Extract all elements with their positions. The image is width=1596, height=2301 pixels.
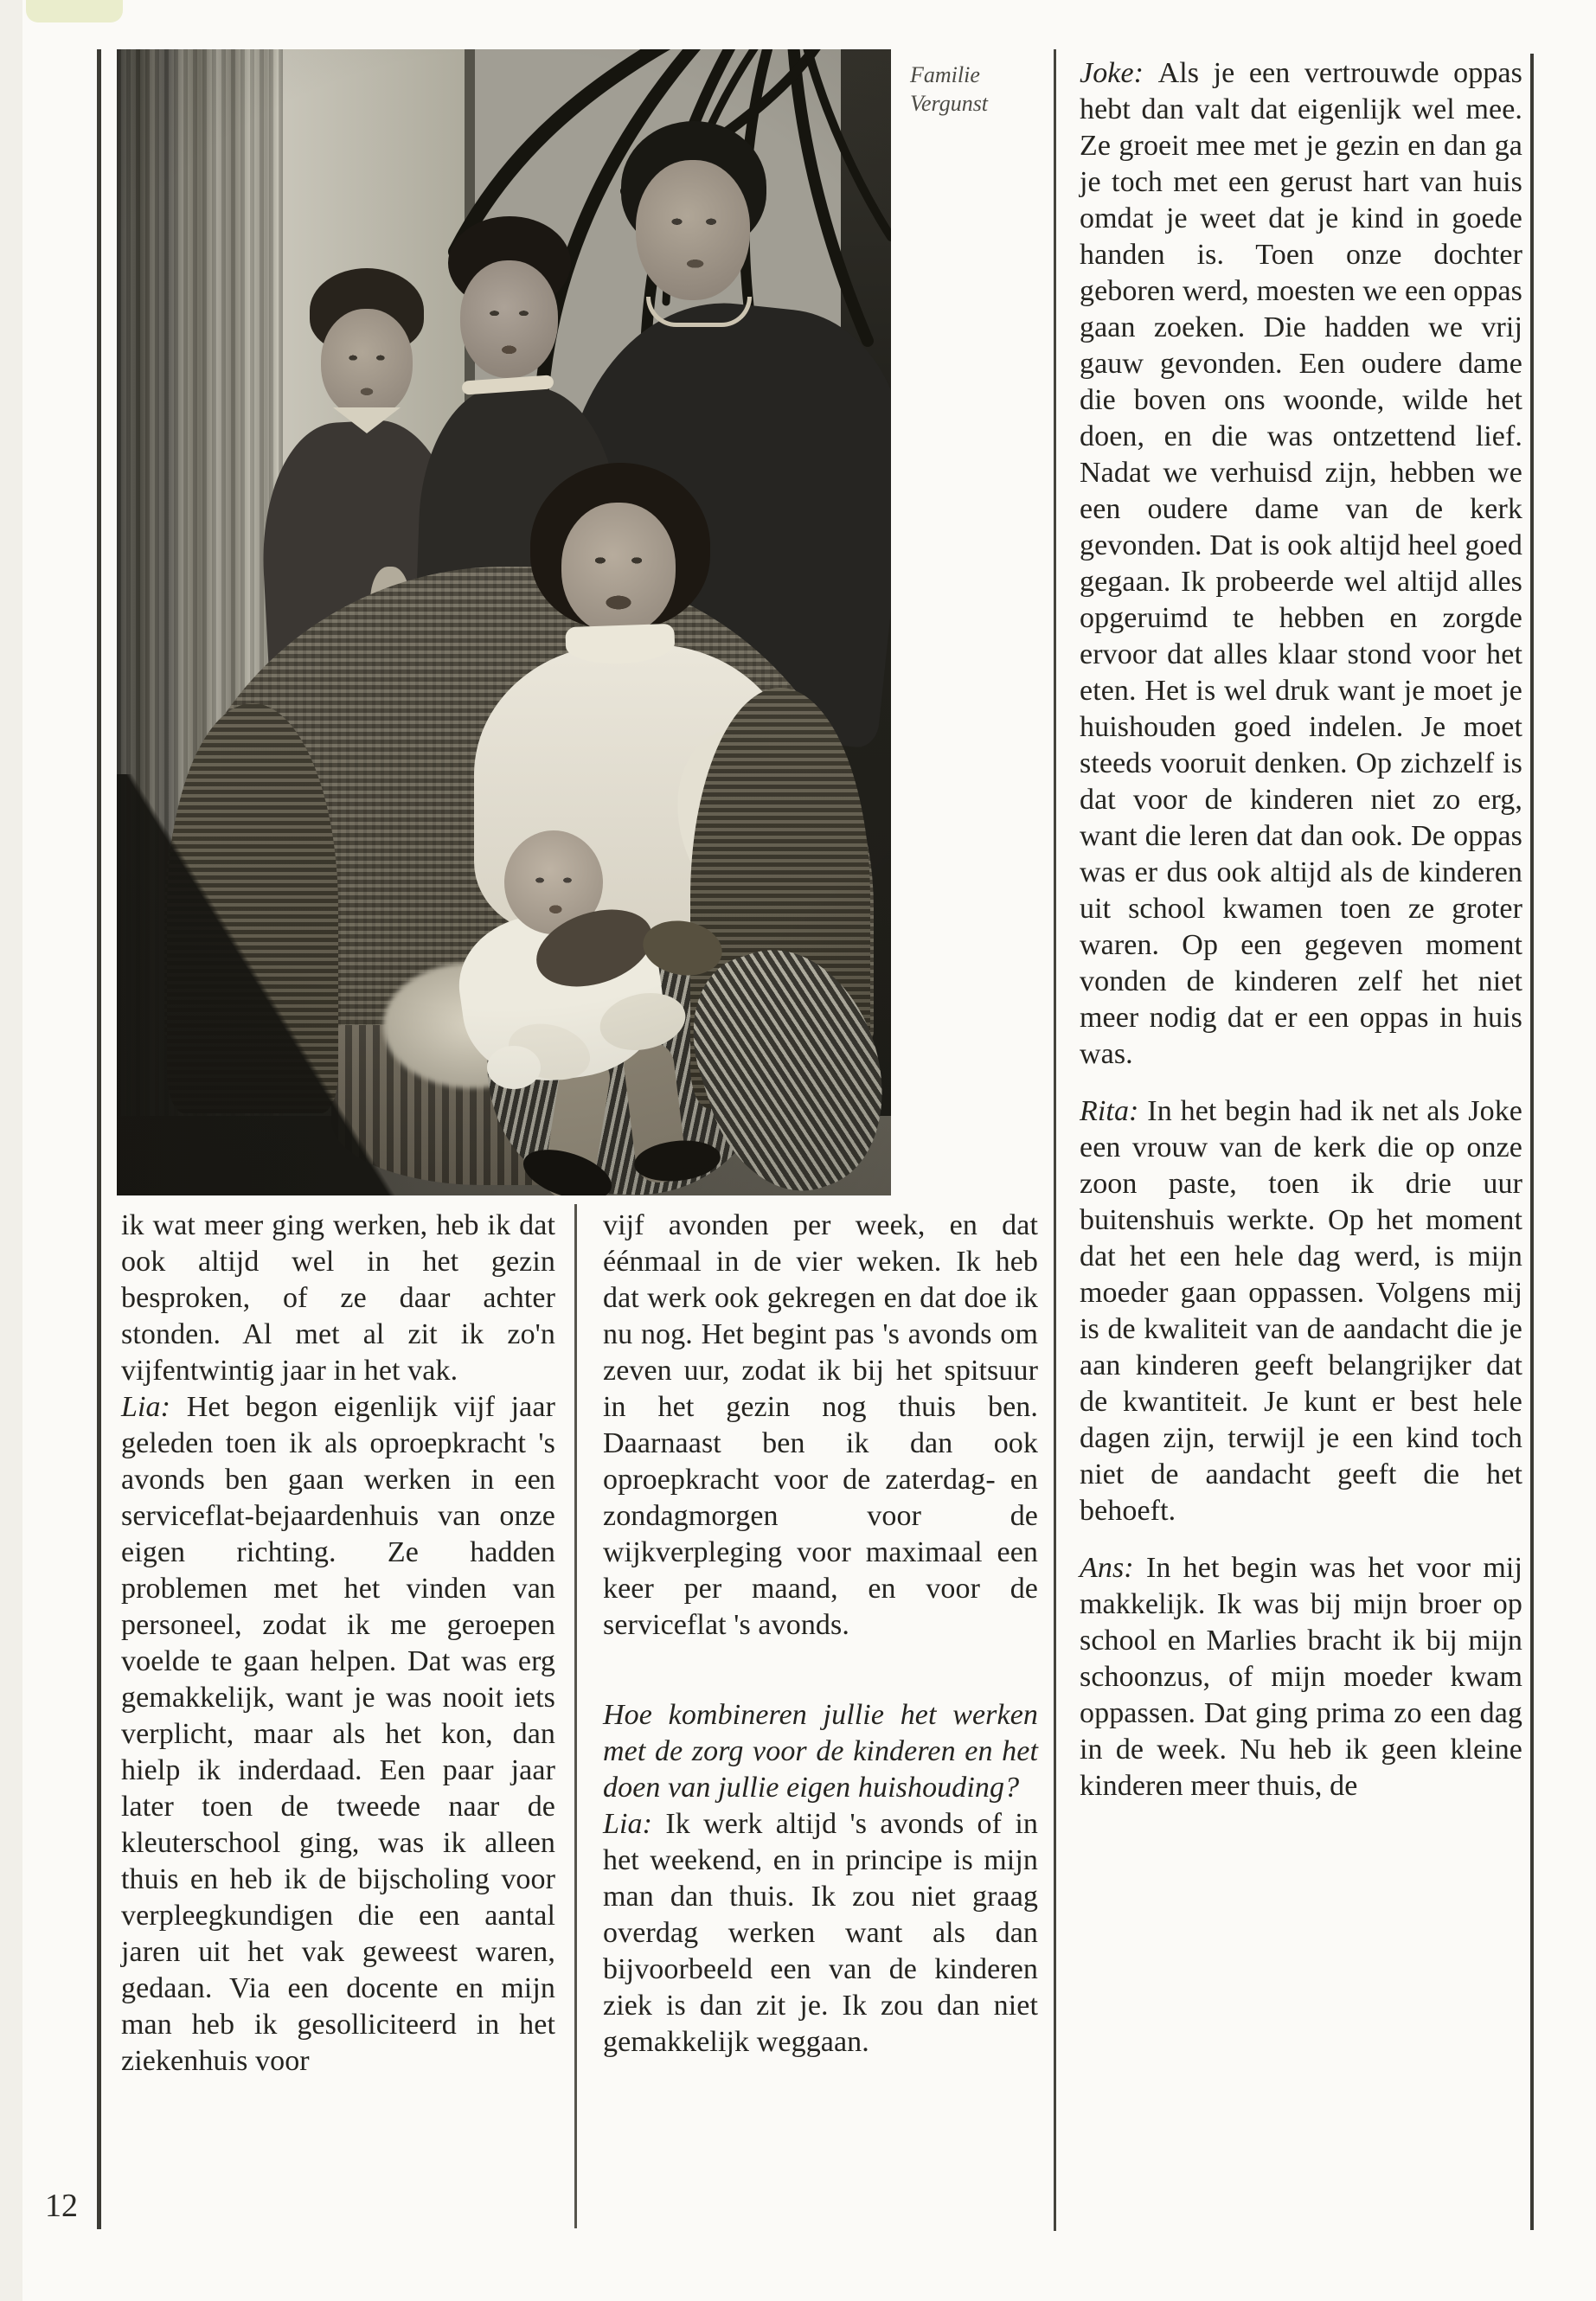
paragraph: Joke: Als je een vertrouwde oppas hebt dan valt dat eigenlijk wel mee. Ze groeit mee met je gezin en dan ga je toch met een gerust hart van huis omdat je weet dat je kind in goede handen is. Toen onze dochter geboren werd, moesten we een oppas gaan zoeken. Die hadden we vrij gauw gevonden. Een oudere dame die boven ons woonde, wilde het doen, en die was ontzettend lief. Nadat we verhuisd zijn, hebben we een oudere dame van de kerk gevonden. Dat is ook altijd heel goed gegaan. Ik probeerde wel altijd alles opgeruimd te hebben en zorgde ervoor dat alles klaar stond voor het eten. Het is wel druk want je moet je huishouden goed indelen. Je moet steeds vooruit denken. Op zichzelf is dat voor de kinderen niet zo erg, want die leren dat dan ook. De oppas was er dus ook altijd als de kinderen uit school kwamen toen ze groter waren. Op een gegeven moment vonden de kinderen zelf het niet meer nodig dat er een oppas in huis was. [1080, 57, 1522, 1070]
speaker-name: Ans: [1080, 1552, 1146, 1584]
paragraph: Hoe kombineren jullie het werken met de zorg voor de kinderen en het doen van jullie eigen huishouding? [603, 1699, 1038, 1804]
paragraph: Ans: In het begin was het voor mij makkelijk. Ik was bij mijn broer op school en Marlies bracht ik bij mijn schoonzus, of mijn moeder kwam oppassen. Dat ging prima zo een dag in de week. Nu heb ik geen kleine kinderen meer thuis, de [1080, 1552, 1522, 1802]
article-column-left [121, 1208, 555, 2080]
article-column-right [1080, 55, 1522, 1804]
paragraph: Lia: Ik werk altijd 's avonds of in het weekend, en in principe is mijn man dan thuis. Ik zou niet graag overdag werken want als dan bijvoorbeeld een van de kinderen ziek is dan zit je. Ik zou dan niet gemakkelijk weggaan. [603, 1808, 1038, 2058]
family-photo [117, 49, 891, 1195]
column-divider-left [574, 1204, 577, 2228]
speaker-name: Lia: [121, 1391, 187, 1423]
paragraph: Lia: Het begon eigenlijk vijf jaar geleden toen ik als oproepkracht 's avonds ben gaan werken in een serviceflat-bejaardenhuis van onze eigen richting. Ze hadden problemen met het vinden van personeel, zodat ik me geroepen voelde te gaan helpen. Dat was erg gemakkelijk, want je was nooit iets verplicht, maar als het kon, dan hielp ik inderdaad. Een paar jaar later toen de tweede naar de kleuterschool ging, was ik alleen thuis en heb ik de bijscholing voor verpleegkundigen die een aantal jaren uit het vak geweest waren, gedaan. Via een docente en mijn man heb ik gesolliciteerd in het ziekenhuis voor [121, 1391, 555, 2077]
speaker-name: Lia: [603, 1808, 666, 1840]
right-margin-rule [1530, 54, 1534, 2230]
speaker-name: Joke: [1080, 57, 1158, 89]
paragraph: vijf avonden per week, en dat éénmaal in de vier weken. Ik heb dat werk ook gekregen en dat doe ik nu nog. Het begint pas 's avonds om zeven uur, zodat ik bij het spitsuur in het gezin nog thuis ben. Daarnaast ben ik dan ook oproepkracht voor de zaterdag- en zondagmorgen voor de wijkverpleging voor maximaal een keer per maand, en voor de serviceflat 's avonds. [603, 1209, 1038, 1641]
article-column-middle [603, 1208, 1038, 2061]
photo-vignette [117, 49, 891, 1195]
speaker-name: Rita: [1080, 1095, 1148, 1127]
page-left-edge [0, 0, 22, 2301]
scan-artifact [26, 0, 123, 22]
left-column-rule [97, 49, 101, 2229]
column-divider-right [1054, 49, 1056, 2231]
paragraph: Rita: In het begin had ik net als Joke een vrouw van de kerk die op onze zoon paste, toen ik drie uur buitenshuis werkte. Op het moment dat het een hele dag werd, is mijn moeder gaan oppassen. Volgens mij is de kwaliteit van de aandacht die je aan kinderen geeft belangrijker dat de kwantiteit. Je kunt er best hele dagen zijn, terwijl je een kind toch niet de aandacht geeft die het behoeft. [1080, 1095, 1522, 1527]
paragraph: ik wat meer ging werken, heb ik dat ook altijd wel in het gezin besproken, of ze daar achter stonden. Al met al zit ik zo'n vijfentwintig jaar in het vak. [121, 1209, 555, 1387]
page-number: 12 [45, 2188, 78, 2224]
photo-caption: Familie Vergunst [910, 62, 989, 116]
